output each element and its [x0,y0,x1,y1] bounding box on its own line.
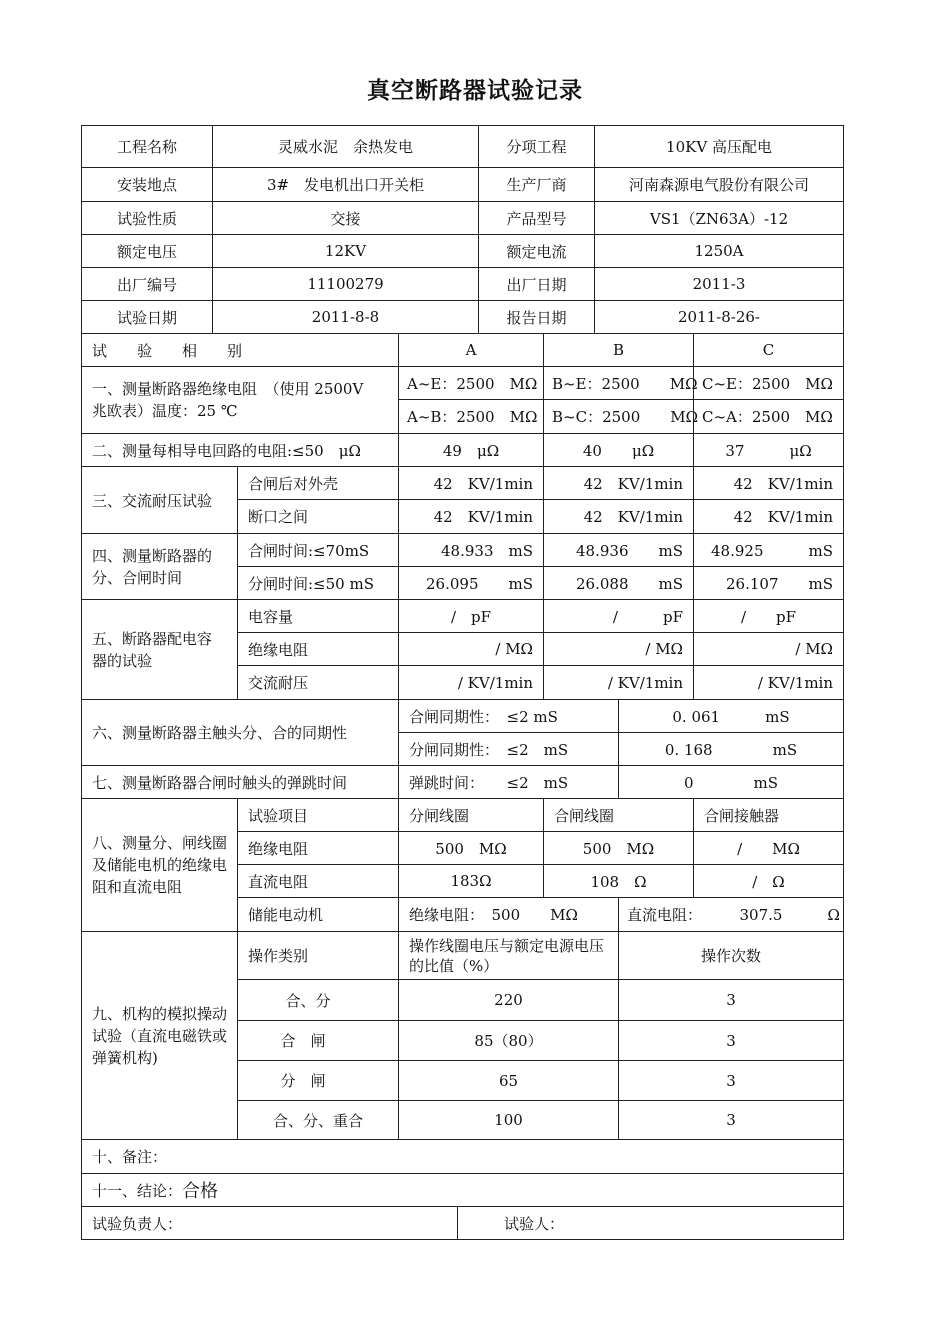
s4-r2-c: 26.107 mS [693,566,844,600]
label-product-model: 产品型号 [478,201,595,235]
s5-label: 五、断路器配电容 器的试验 [81,599,238,700]
s6-label: 六、测量断路器主触头分、合的同期性 [81,699,399,766]
s4-label: 四、测量断路器的 分、合闸时间 [81,533,238,600]
s3-r2-b: 42 KV/1min [543,499,694,534]
s7-value: 0 mS [618,765,844,799]
s1-r1-b: B~E：2500 MΩ [543,366,694,400]
s3-r1-b: 42 KV/1min [543,466,694,500]
s3-r2-a: 42 KV/1min [398,499,544,534]
s5-r1-item: 电容量 [237,599,399,633]
value-project-name: 灵威水泥 余热发电 [212,125,479,168]
phase-b-header: B [543,333,694,367]
s9-label: 九、机构的模拟操动试验（直流电磁铁或弹簧机构) [81,931,238,1140]
s8-motor-insulation: 绝缘电阻： 500 MΩ [398,897,619,932]
s1-r2-b: B~C：2500 MΩ [543,399,694,434]
s9-r4-ratio: 100 [398,1100,619,1140]
s4-r2-item: 分闸时间:≤50 mS [237,566,399,600]
s9-r3-ratio: 65 [398,1060,619,1101]
s9-r1-ratio: 220 [398,979,619,1021]
value-product-model: VS1（ZN63A）-12 [594,201,844,235]
s9-r2-ratio: 85（80） [398,1020,619,1061]
value-report-date: 2011-8-26- [594,300,844,334]
s8-r1-b: 500 MΩ [543,831,694,865]
value-manufacturer: 河南森源电气股份有限公司 [594,167,844,202]
s9-r1-count: 3 [618,979,844,1021]
s8-header-trip-coil: 分闸线圈 [398,798,544,832]
s4-r1-a: 48.933 mS [398,533,544,567]
s8-r1-item: 绝缘电阻 [237,831,399,865]
footer-responsible: 试验负责人： [81,1206,458,1240]
value-test-nature: 交接 [212,201,479,235]
s9-header-ratio: 操作线圈电压与额定电源电压的比值（%） [398,931,619,980]
label-report-date: 报告日期 [478,300,595,334]
s4-r2-b: 26.088 mS [543,566,694,600]
s6-r2-value: 0. 168 mS [618,732,844,766]
s9-header-op: 操作类别 [237,931,399,980]
s9-r3-count: 3 [618,1060,844,1101]
s9-r1-op: 合、分 [237,979,399,1021]
label-manufacturer: 生产厂商 [478,167,595,202]
s1-r2-a: A~B：2500 MΩ [398,399,544,434]
phase-a-header: A [398,333,544,367]
s8-r1-a: 500 MΩ [398,831,544,865]
label-rated-voltage: 额定电压 [81,234,213,268]
s5-r3-c: / KV/1min [693,665,844,700]
s7-item: 弹跳时间： ≤2 mS [398,765,619,799]
label-install-location: 安装地点 [81,167,213,202]
s5-r3-a: / KV/1min [398,665,544,700]
s3-r2-c: 42 KV/1min [693,499,844,534]
value-sub-project: 10KV 高压配电 [594,125,844,168]
s2-c: 37 μΩ [693,433,844,467]
s8-r1-c: / MΩ [693,831,844,865]
s8-r2-item: 直流电阻 [237,864,399,898]
s5-r2-item: 绝缘电阻 [237,632,399,666]
s1-r1-a: A~E：2500 MΩ [398,366,544,400]
s1-r2-c: C~A：2500 MΩ [693,399,844,434]
s5-r1-a: / pF [398,599,544,633]
value-serial-no: 11100279 [212,267,479,301]
s11-conclusion [81,1173,844,1207]
s4-r1-item: 合闸时间:≤70mS [237,533,399,567]
s4-r2-a: 26.095 mS [398,566,544,600]
phase-c-header: C [693,333,844,367]
value-test-date: 2011-8-8 [212,300,479,334]
s5-r2-c: / MΩ [693,632,844,666]
s3-label: 三、交流耐压试验 [81,466,238,534]
s11-label: 十一、结论： [92,1181,183,1200]
s1-r1-c: C~E：2500 MΩ [693,366,844,400]
s4-r1-b: 48.936 mS [543,533,694,567]
s6-r1-value: 0. 061 mS [618,699,844,733]
label-test-nature: 试验性质 [81,201,213,235]
s3-r1-item: 合闸后对外壳 [237,466,399,500]
label-serial-no: 出厂编号 [81,267,213,301]
s2-label: 二、测量每相导电回路的电阻:≤50 μΩ [81,433,399,467]
footer-tester: 试验人： [457,1206,844,1240]
value-rated-current: 1250A [594,234,844,268]
page-title: 真空断路器试验记录 [367,78,583,104]
s9-header-count: 操作次数 [618,931,844,980]
s5-r3-item: 交流耐压 [237,665,399,700]
phase-header-label: 试 验 相 别 [81,333,399,367]
s6-r2-item: 分闸同期性： ≤2 mS [398,732,619,766]
s7-label: 七、测量断路器合闸时触头的弹跳时间 [81,765,399,799]
label-factory-date: 出厂日期 [478,267,595,301]
s1-label: 一、测量断路器绝缘电阻 （使用 2500V 兆欧表）温度：25 ℃ [81,366,399,434]
s9-r2-count: 3 [618,1020,844,1061]
value-factory-date: 2011-3 [594,267,844,301]
s9-r4-count: 3 [618,1100,844,1140]
value-rated-voltage: 12KV [212,234,479,268]
s5-r2-b: / MΩ [543,632,694,666]
label-rated-current: 额定电流 [478,234,595,268]
s5-r1-c: / pF [693,599,844,633]
s8-motor-dc: 直流电阻： 307.5 Ω [618,897,844,932]
s3-r1-a: 42 KV/1min [398,466,544,500]
s8-r2-c: / Ω [693,864,844,898]
s9-r2-op: 合 闸 [237,1020,399,1061]
s8-header-close-coil: 合闸线圈 [543,798,694,832]
s4-r1-c: 48.925 mS [693,533,844,567]
label-project-name: 工程名称 [81,125,213,168]
s9-r4-op: 合、分、重合 [237,1100,399,1140]
s8-label: 八、测量分、闸线圈及储能电机的绝缘电阻和直流电阻 [81,798,238,932]
s5-r2-a: / MΩ [398,632,544,666]
s2-a: 49 μΩ [398,433,544,467]
s3-r2-item: 断口之间 [237,499,399,534]
s3-r1-c: 42 KV/1min [693,466,844,500]
s8-r2-a: 183Ω [398,864,544,898]
s8-header-close-contactor: 合闸接触器 [693,798,844,832]
s10-remarks: 十、备注： [81,1139,844,1174]
s6-r1-item: 合闸同期性： ≤2 mS [398,699,619,733]
s8-header-item: 试验项目 [237,798,399,832]
s9-r3-op: 分 闸 [237,1060,399,1101]
s11-value: 合格 [182,1181,219,1202]
label-test-date: 试验日期 [81,300,213,334]
value-install-location: 3# 发电机出口开关柜 [212,167,479,202]
s5-r1-b: / pF [543,599,694,633]
label-sub-project: 分项工程 [478,125,595,168]
s2-b: 40 μΩ [543,433,694,467]
s8-motor-item: 储能电动机 [237,897,399,932]
s5-r3-b: / KV/1min [543,665,694,700]
s8-r2-b: 108 Ω [543,864,694,898]
